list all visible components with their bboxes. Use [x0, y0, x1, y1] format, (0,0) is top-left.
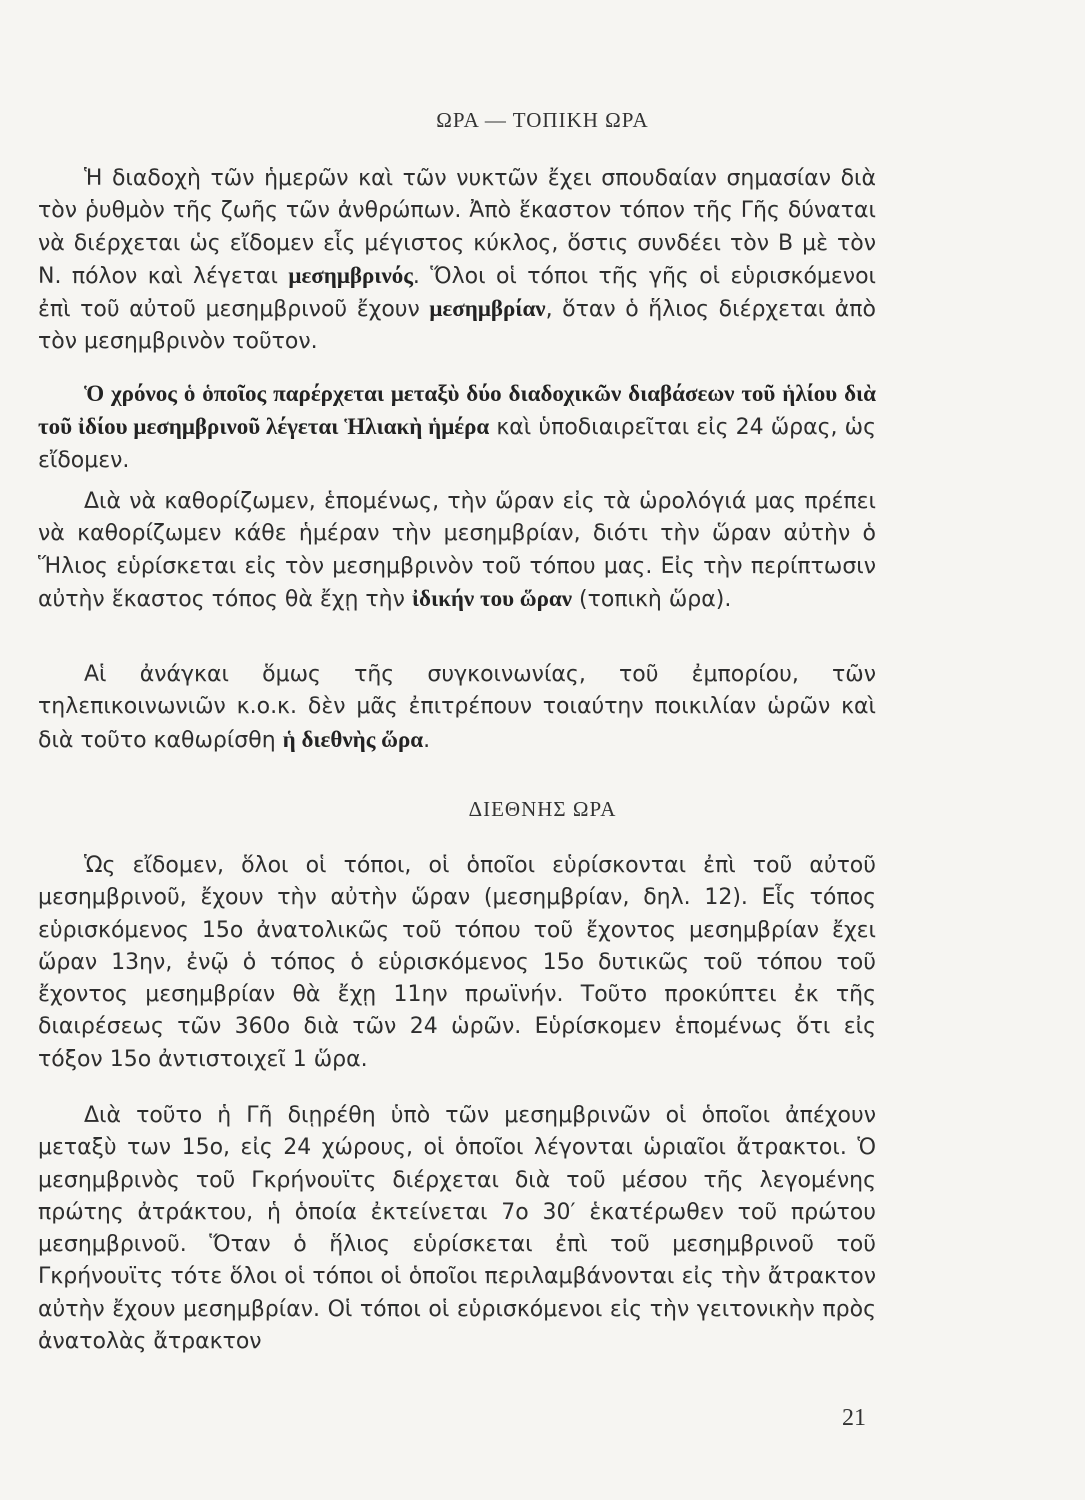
paragraph-text: (τοπικὴ ὥρα).	[572, 586, 732, 612]
paragraph-time-zones-offset: Ὡς εἴδομεν, ὅλοι οἱ τόποι, οἱ ὁποῖοι εὑρίσκονται ἐπὶ τοῦ αὐτοῦ μεσημβρινοῦ, ἔχουν τὴν αὐτὴν ὥραν (μεσημβρίαν, δηλ. 12). Εἷς τόπος εὑρισκόμενος 15ο ἀνατολικῶς τοῦ τόπου τοῦ ἔχοντος μεσημβρίαν ἔχει ὥραν 13ην, ἐνῷ ὁ τόπος ὁ εὑρισκόμενος 15ο δυτικῶς τοῦ τόπου τοῦ ἔχοντος μεσημβρίαν θὰ ἔχῃ 11ην πρωϊνήν. Τοῦτο προκύπτει ἐκ τῆς διαιρέσεως τῶν 360ο διὰ τῶν 24 ὡρῶν. Εὑρίσκομεν ἑπομένως ὅτι εἰς τόξον 15ο ἀντιστοιχεῖ 1 ὥρα.	[38, 853, 876, 1072]
bold-term-noon: μεσημβρίαν	[429, 296, 546, 322]
bold-term-meridian: μεσημβρινός	[288, 262, 413, 288]
paragraph-text: Αἱ ἀνάγκαι ὅμως τῆς συγκοινωνίας, τοῦ ἐμπορίου, τῶν τηλεπικοινωνιῶν κ.ο.κ. δὲν μᾶς ἐπιτρέπουν τοιαύτην ποικιλίαν ὡρῶν καὶ διὰ τοῦτο καθωρίσθη	[38, 662, 876, 753]
bold-term-own-time: ἰδικήν του ὥραν	[411, 585, 572, 611]
paragraph-time-zones-division: Διὰ τοῦτο ἡ Γῆ διῃρέθη ὑπὸ τῶν μεσημβρινῶν οἱ ὁποῖοι ἀπέχουν μεταξὺ των 15ο, εἰς 24 χώρους, οἱ ὁποῖοι λέγονται ὡριαῖοι ἄτρακτοι. Ὁ μεσημβρινὸς τοῦ Γκρήνουϊτς διέρχεται διὰ τοῦ μέσου τῆς λεγομένης πρώτης ἀτράκτου, ἡ ὁποία ἐκτείνεται 7ο 30′ ἑκατέρωθεν τοῦ πρώτου μεσημβρινοῦ. Ὅταν ὁ ἥλιος εὑρίσκεται ἐπὶ τοῦ μεσημβρινοῦ τοῦ Γκρήνουϊτς τότε ὅλοι οἱ τόποι οἱ ὁποῖοι περιλαμβάνονται εἰς τὴν ἄτρακτον αὐτὴν ἔχουν μεσημβρίαν. Οἱ τόποι οἱ εὑρισκόμενοι εἰς τὴν γειτονικὴν πρὸς ἀνατολὰς ἄτρακτον	[38, 1103, 876, 1355]
paragraph-international-need	[38, 659, 876, 757]
bold-term-international-time: ἡ διεθνὴς ὥρα	[282, 726, 424, 752]
bold-definition-solar-day: Ὁ χρόνος ὁ ὁποῖος παρέρχεται μεταξὺ δύο διαδοχικῶν διαβάσεων τοῦ ἡλίου διὰ τοῦ ἰδίου μεσημβρινοῦ λέγεται Ἡλιακὴ ἡμέρα	[38, 381, 876, 440]
section-heading-international-time: ΔΙΕΘΝΗΣ ΩΡΑ	[468, 797, 617, 821]
paragraph-text: . Ὅλοι οἱ τόποι τῆς γῆς οἱ εὑρισκόμενοι ἐπὶ τοῦ αὐτοῦ μεσημβρινοῦ ἔχουν	[38, 263, 876, 323]
paragraph-meridian	[38, 163, 876, 359]
paragraph-solar-day	[38, 378, 876, 477]
paragraph-text: .	[423, 727, 431, 753]
paragraph-text: , ὅταν ὁ ἥλιος διέρχεται ἀπὸ τὸν μεσημβρινὸν τοῦτον.	[38, 297, 877, 355]
page-number: 21	[842, 1405, 866, 1431]
section-heading-local-time: ΩΡΑ — ΤΟΠΙΚΗ ΩΡΑ	[436, 108, 649, 132]
paragraph-text: Διὰ νὰ καθορίζωμεν, ἑπομένως, τὴν ὥραν εἰς τὰ ὡρολόγιά μας πρέπει νὰ καθορίζωμεν κάθε ἡμέραν τὴν μεσημβρίαν, διότι τὴν ὥραν αὐτὴν ὁ Ἥλιος εὑρίσκεται εἰς τὸν μεσημβρινὸν τοῦ τόπου μας. Εἰς τὴν περίπτωσιν αὐτὴν ἕκαστος τόπος θὰ ἔχῃ τὴν	[38, 489, 876, 612]
paragraph-text: Ἡ διαδοχὴ τῶν ἡμερῶν καὶ τῶν νυκτῶν ἔχει σπουδαίαν σημασίαν διὰ τὸν ῥυθμὸν τῆς ζωῆς τῶν ἀνθρώπων. Ἀπὸ ἕκαστον τόπον τῆς Γῆς δύναται νὰ διέρχεται ὡς εἴδομεν εἷς μέγιστος κύκλος, ὅστις συνδέει τὸν Β μὲ τὸν Ν. πόλον καὶ λέγεται	[38, 166, 876, 289]
paragraph-local-time	[38, 486, 876, 616]
paragraph-text: καὶ ὑποδιαιρεῖται εἰς 24 ὥρας, ὡς εἴδομεν.	[38, 415, 876, 473]
